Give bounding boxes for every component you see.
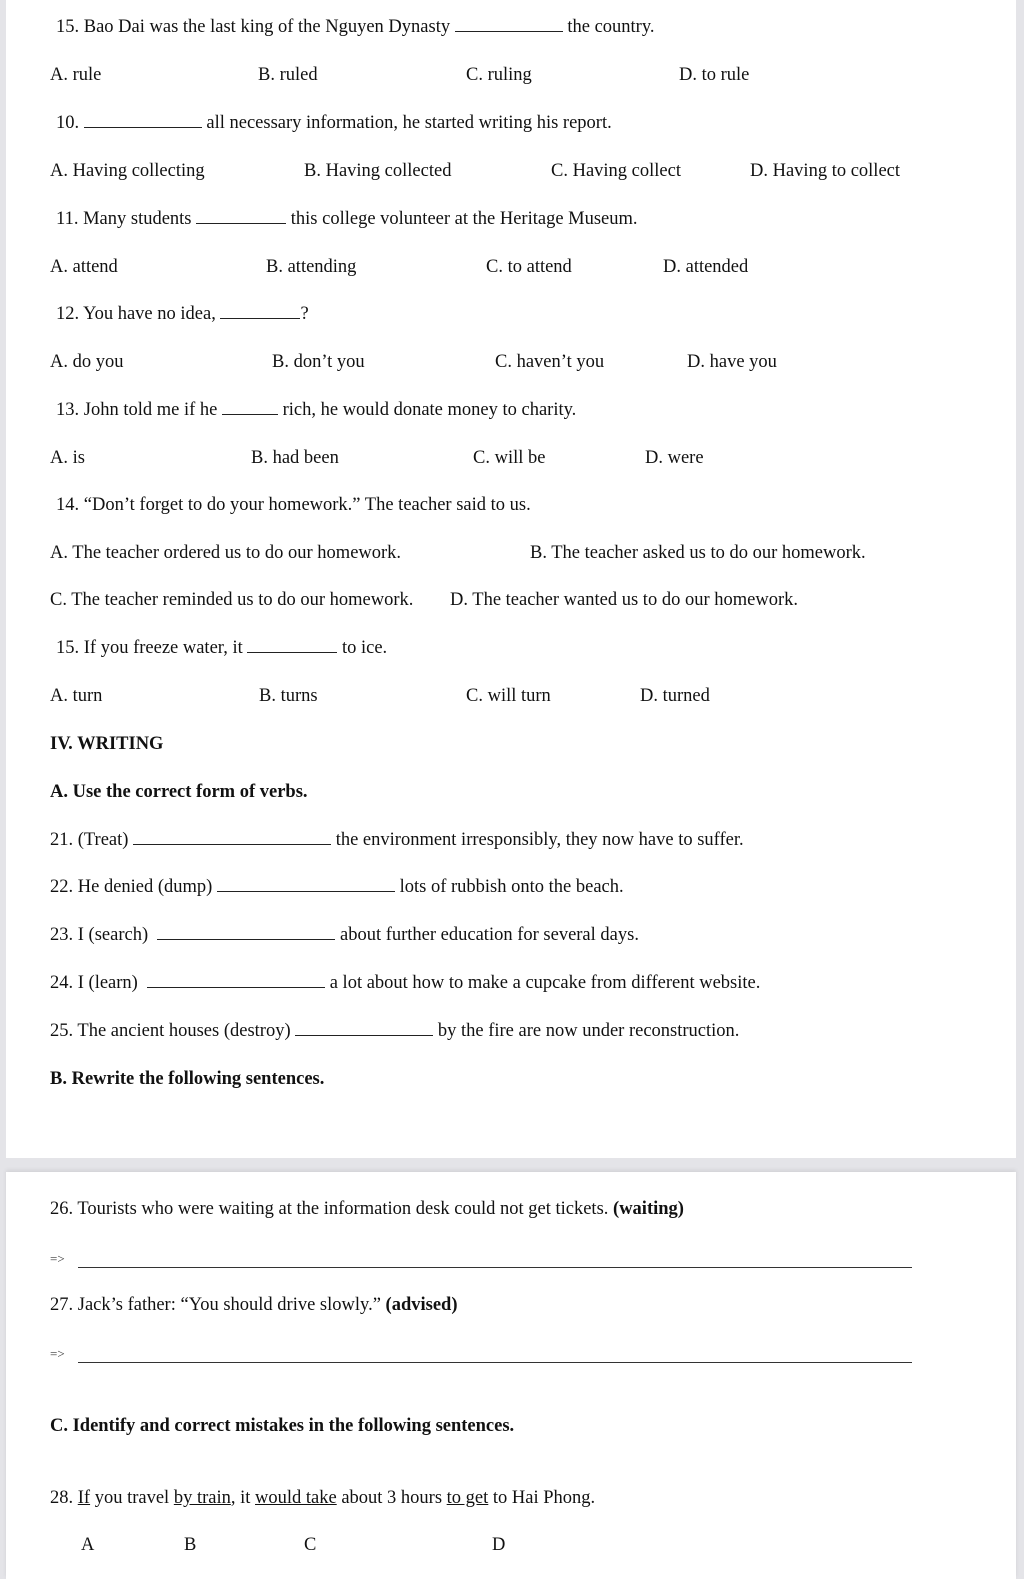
- exercise-text: 26. Tourists who were waiting at the information desk could not get tickets.: [50, 1199, 609, 1219]
- question-12: [56, 303, 309, 325]
- answer-blank[interactable]: [133, 830, 331, 845]
- option-d: D. were: [645, 448, 704, 468]
- section-heading-writing: IV. WRITING: [50, 734, 164, 754]
- question-text: You have no idea,: [83, 304, 216, 324]
- question-text: Many students: [83, 209, 192, 229]
- answer-blank[interactable]: [84, 113, 202, 128]
- exercise-number: 28.: [50, 1488, 78, 1508]
- answer-blank[interactable]: [157, 925, 335, 940]
- option-a: A. turn: [50, 686, 103, 706]
- verb-exercise-25: [50, 1020, 739, 1042]
- keyword-hint: (advised): [385, 1295, 458, 1315]
- answer-blank[interactable]: [295, 1021, 433, 1036]
- option-a: A. attend: [50, 257, 118, 277]
- answer-blank[interactable]: [147, 973, 325, 988]
- question-text: rich, he would donate money to charity.: [282, 400, 577, 420]
- verb-exercise-24: [50, 972, 760, 994]
- label-a: A: [81, 1535, 95, 1555]
- question-text: ?: [300, 304, 309, 324]
- exercise-text: the environment irresponsibly, they now have to suffer.: [335, 830, 744, 850]
- label-d: D: [492, 1535, 506, 1555]
- question-15a: [56, 16, 655, 38]
- exercise-text: , it: [230, 1488, 256, 1508]
- option-b: B. Having collected: [304, 161, 452, 181]
- option-b: B. don’t you: [272, 352, 365, 372]
- question-number: 13.: [56, 400, 80, 420]
- question-13: [56, 399, 576, 421]
- exercise-text: about further education for several days.: [339, 925, 639, 945]
- exercise-text: to Hai Phong.: [488, 1488, 596, 1508]
- error-exercise-28: [50, 1487, 595, 1509]
- label-c: C: [304, 1535, 317, 1555]
- underlined-part-d: to get: [446, 1488, 489, 1508]
- verb-exercise-21: [50, 829, 744, 851]
- question-number: 11.: [56, 209, 79, 229]
- question-text: Bao Dai was the last king of the Nguyen Dynasty: [83, 17, 451, 37]
- option-c: C. will turn: [466, 686, 551, 706]
- question-11: [56, 208, 638, 230]
- option-d: D. to rule: [679, 65, 750, 85]
- question-10: [56, 112, 612, 134]
- verb-exercise-23: [50, 924, 639, 946]
- answer-blank[interactable]: [455, 17, 563, 32]
- option-b: B. had been: [251, 448, 339, 468]
- answer-blank[interactable]: [247, 638, 337, 653]
- underlined-part-b: by train: [173, 1488, 231, 1508]
- question-text: John told me if he: [83, 400, 218, 420]
- option-a: A. The teacher ordered us to do our homework.: [50, 543, 402, 563]
- option-d: D. attended: [663, 257, 749, 277]
- option-a: A. rule: [50, 65, 102, 85]
- section-heading-c: C. Identify and correct mistakes in the following sentences.: [50, 1416, 515, 1436]
- arrow-icon: =>: [50, 1346, 65, 1361]
- answer-line-27[interactable]: [78, 1361, 912, 1363]
- section-heading-a: A. Use the correct form of verbs.: [50, 782, 308, 802]
- arrow-icon: =>: [50, 1251, 65, 1266]
- option-c: C. ruling: [466, 65, 532, 85]
- underlined-part-c: would take: [255, 1488, 337, 1508]
- section-heading-b: B. Rewrite the following sentences.: [50, 1069, 325, 1089]
- option-c: C. to attend: [486, 257, 572, 277]
- question-text: the country.: [567, 17, 655, 37]
- option-d: D. Having to collect: [750, 161, 901, 181]
- underlined-part-a: If: [77, 1488, 91, 1508]
- exercise-text: a lot about how to make a cupcake from different website.: [329, 973, 761, 993]
- answer-blank[interactable]: [220, 304, 300, 319]
- option-c: C. haven’t you: [495, 352, 605, 372]
- option-c: C. The teacher reminded us to do our homework.: [50, 590, 414, 610]
- option-b: B. The teacher asked us to do our homework.: [530, 543, 866, 563]
- option-d: D. The teacher wanted us to do our homework.: [450, 590, 798, 610]
- exercise-prompt: 22. He denied (dump): [50, 877, 213, 897]
- rewrite-exercise-27: [50, 1294, 457, 1316]
- document-page-2: [6, 1172, 1016, 1579]
- question-text: all necessary information, he started writing his report.: [206, 113, 612, 133]
- question-14: [56, 494, 531, 516]
- label-b: B: [184, 1535, 197, 1555]
- exercise-prompt: 25. The ancient houses (destroy): [50, 1021, 291, 1041]
- option-b: B. attending: [266, 257, 357, 277]
- question-number: 15.: [56, 17, 80, 37]
- question-number: 10.: [56, 113, 80, 133]
- question-text: “Don’t forget to do your homework.” The teacher said to us.: [83, 495, 531, 515]
- answer-blank[interactable]: [196, 209, 286, 224]
- exercise-text: about 3 hours: [336, 1488, 447, 1508]
- option-c: C. Having collect: [551, 161, 681, 181]
- question-number: 15.: [56, 638, 80, 658]
- question-number: 14.: [56, 495, 80, 515]
- option-a: A. is: [50, 448, 85, 468]
- exercise-text: 27. Jack’s father: “You should drive slowly.”: [50, 1295, 381, 1315]
- option-d: D. turned: [640, 686, 710, 706]
- option-c: C. will be: [473, 448, 546, 468]
- option-a: A. do you: [50, 352, 124, 372]
- exercise-text: lots of rubbish onto the beach.: [399, 877, 624, 897]
- question-text: If you freeze water, it: [83, 638, 243, 658]
- rewrite-exercise-26: [50, 1198, 684, 1220]
- answer-line-26[interactable]: [78, 1266, 912, 1268]
- option-b: B. ruled: [258, 65, 318, 85]
- exercise-text: you travel: [90, 1488, 174, 1508]
- exercise-prompt: 24. I (learn): [50, 973, 138, 993]
- question-text: this college volunteer at the Heritage Museum.: [290, 209, 638, 229]
- question-15b: [56, 637, 387, 659]
- option-b: B. turns: [259, 686, 318, 706]
- answer-blank[interactable]: [217, 877, 395, 892]
- keyword-hint: (waiting): [613, 1199, 684, 1219]
- verb-exercise-22: [50, 876, 624, 898]
- question-number: 12.: [56, 304, 80, 324]
- option-d: D. have you: [687, 352, 777, 372]
- exercise-prompt: 23. I (search): [50, 925, 149, 945]
- exercise-prompt: 21. (Treat): [50, 830, 129, 850]
- question-text: to ice.: [341, 638, 388, 658]
- document-page-1: [6, 0, 1016, 1158]
- option-a: A. Having collecting: [50, 161, 205, 181]
- answer-blank[interactable]: [222, 400, 278, 415]
- exercise-text: by the fire are now under reconstruction.: [437, 1021, 740, 1041]
